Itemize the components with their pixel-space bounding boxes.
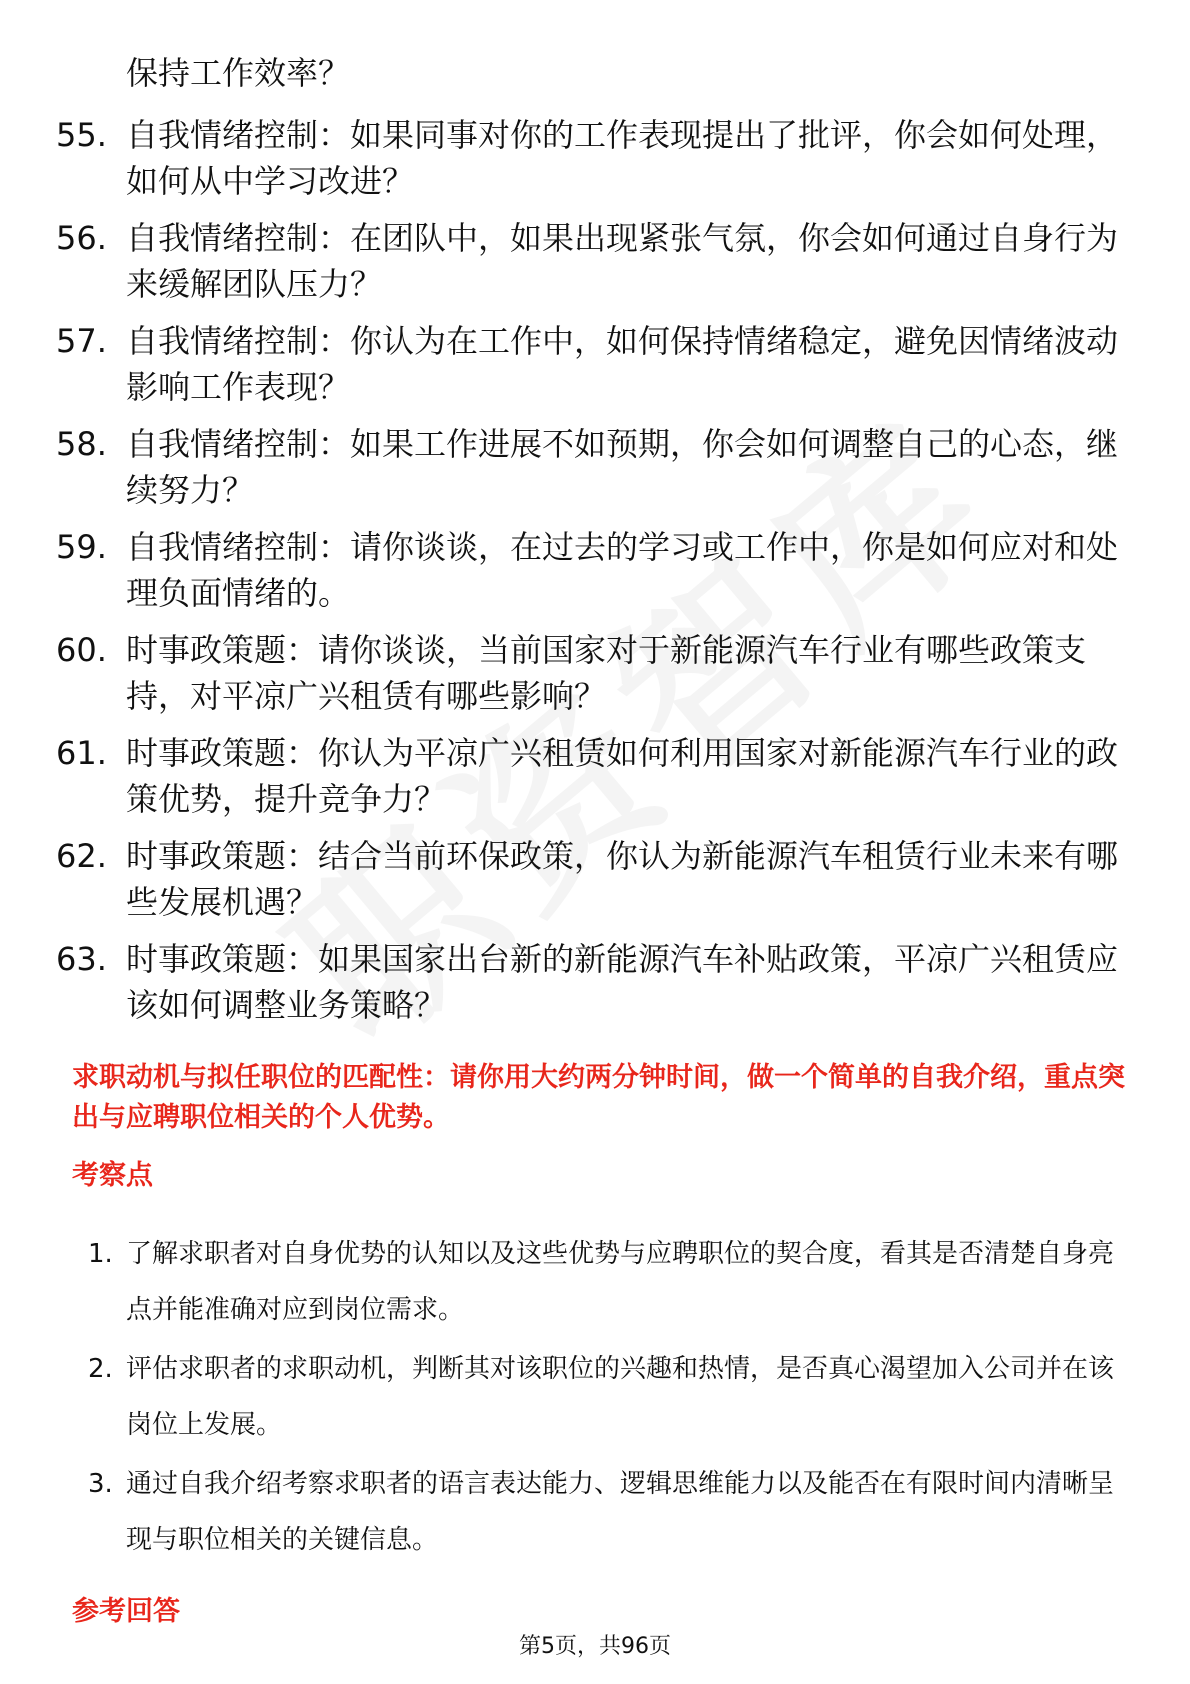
reference-answer-heading: 参考回答 — [72, 1596, 180, 1627]
question-text: 自我情绪控制：如果工作进展不如预期，你会如何调整自己的心态，继续努力？ — [126, 425, 1119, 509]
question-item — [0, 833, 1190, 936]
question-item — [0, 730, 1190, 833]
question-text: 时事政策题：如果国家出台新的新能源汽车补贴政策，平凉广兴租赁应该如何调整业务策略？ — [126, 940, 1119, 1024]
question-item — [0, 524, 1190, 627]
observation-item — [0, 1341, 1190, 1456]
observation-number: 3. — [88, 1469, 113, 1499]
question-item — [0, 318, 1190, 421]
question-text: 自我情绪控制：如果同事对你的工作表现提出了批评，你会如何处理，如何从中学习改进？ — [126, 116, 1119, 200]
question-text: 时事政策题：你认为平凉广兴租赁如何利用国家对新能源汽车行业的政策优势，提升竞争力？ — [126, 734, 1119, 818]
observation-heading: 考察点 — [72, 1160, 153, 1191]
question-number: 62. — [56, 837, 107, 875]
question-item — [0, 936, 1190, 1039]
question-number: 63. — [56, 940, 107, 978]
question-list — [0, 112, 1190, 1039]
question-text: 时事政策题：请你谈谈，当前国家对于新能源汽车行业有哪些政策支持，对平凉广兴租赁有哪些影响？ — [126, 631, 1087, 715]
question-item — [0, 627, 1190, 730]
observation-number: 1. — [88, 1239, 113, 1269]
observation-text: 了解求职者对自身优势的认知以及这些优势与应聘职位的契合度，看其是否清楚自身亮点并能准确对应到岗位需求。 — [126, 1239, 1115, 1325]
question-number: 60. — [56, 631, 107, 669]
question-number: 59. — [56, 528, 107, 566]
question-item — [0, 112, 1190, 215]
observation-list — [0, 1226, 1190, 1571]
observation-number: 2. — [88, 1354, 113, 1384]
question-number: 55. — [56, 116, 107, 154]
question-text: 自我情绪控制：在团队中，如果出现紧张气氛，你会如何通过自身行为来缓解团队压力？ — [126, 219, 1119, 303]
page-footer: 第5页，共96页 — [519, 1634, 671, 1659]
question-text: 自我情绪控制：请你谈谈，在过去的学习或工作中，你是如何应对和处理负面情绪的。 — [126, 528, 1119, 612]
question-item — [0, 421, 1190, 524]
question-item — [0, 215, 1190, 318]
question-number: 57. — [56, 322, 107, 360]
question-text: 自我情绪控制：你认为在工作中，如何保持情绪稳定，避免因情绪波动影响工作表现？ — [126, 322, 1119, 406]
question-number: 56. — [56, 219, 107, 257]
observation-text: 通过自我介绍考察求职者的语言表达能力、逻辑思维能力以及能否在有限时间内清晰呈现与职位相关的关键信息。 — [126, 1469, 1115, 1555]
featured-question: 求职动机与拟任职位的匹配性：请你用大约两分钟时间，做一个简单的自我介绍，重点突出与应聘职位相关的个人优势。 — [72, 1062, 1125, 1133]
observation-item — [0, 1226, 1190, 1341]
observation-item — [0, 1456, 1190, 1571]
question-number: 61. — [56, 734, 107, 772]
question-text: 时事政策题：结合当前环保政策，你认为新能源汽车租赁行业未来有哪些发展机遇？ — [126, 837, 1119, 921]
continuation-text: 保持工作效率？ — [126, 54, 351, 92]
observation-text: 评估求职者的求职动机，判断其对该职位的兴趣和热情，是否真心渴望加入公司并在该岗位上发展。 — [126, 1354, 1115, 1440]
question-number: 58. — [56, 425, 107, 463]
